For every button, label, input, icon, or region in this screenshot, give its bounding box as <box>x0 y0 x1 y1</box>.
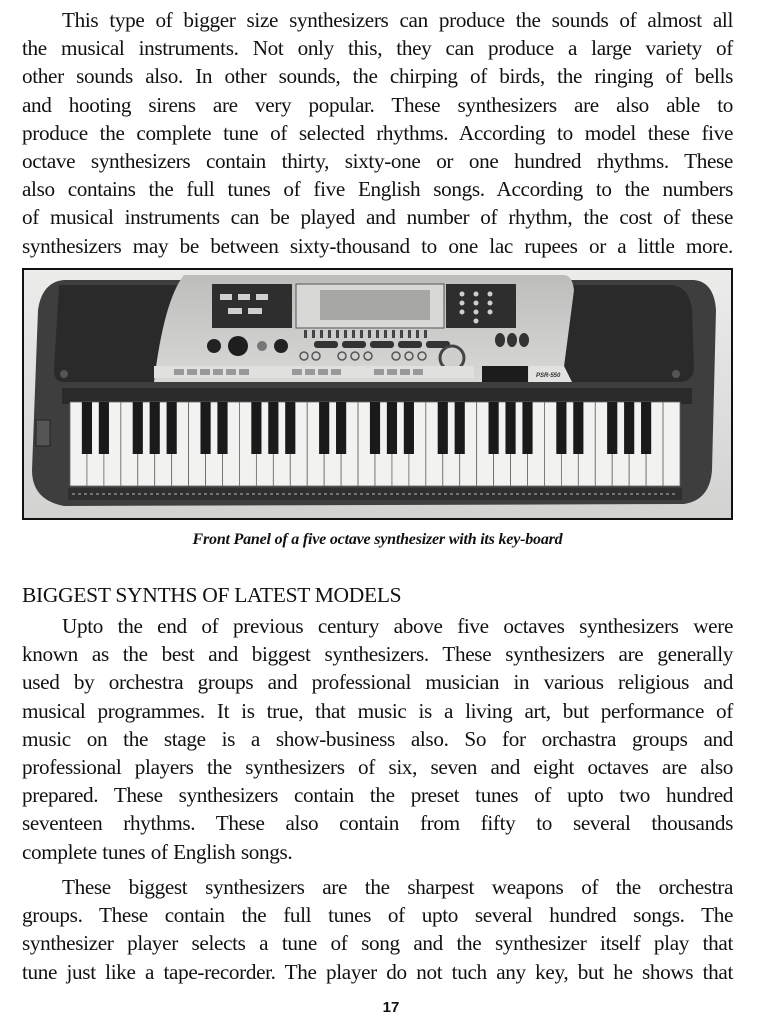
black-key <box>285 402 295 454</box>
paragraph-biggest-synths <box>22 612 733 866</box>
section-heading: BIGGEST SYNTHS OF LATEST MODELS <box>22 583 402 607</box>
knob <box>207 339 221 353</box>
black-key <box>641 402 651 454</box>
panel-button <box>256 294 268 300</box>
black-key <box>607 402 617 454</box>
text-line: This type of bigger size synthesizers can produce the sounds of almost all <box>62 8 733 32</box>
panel-button <box>228 308 242 314</box>
floppy-drive <box>482 366 528 382</box>
lcd-screen <box>320 290 430 320</box>
black-key <box>150 402 160 454</box>
text-line: used by orchestra groups and professional musician in various religious and <box>22 670 733 695</box>
text-line: synthesizer player selects a tune of song and the synthesizer itself play that <box>22 931 733 956</box>
black-key <box>99 402 109 454</box>
text-line: the musical instruments. Not only this, they can produce a large variety of <box>22 36 733 61</box>
black-key <box>133 402 143 454</box>
knob <box>274 339 288 353</box>
text-line: music on the stage is a show-business also. So for orchastra groups and <box>22 726 733 751</box>
volume-dial <box>228 336 248 356</box>
text-line: complete tunes of English songs. <box>22 839 293 864</box>
text-line: other sounds also. In other sounds, the chirping of birds, the ringing of bells <box>22 64 733 89</box>
text-line: of musical instruments can be played and number of rhythm, the cost of these <box>22 205 733 230</box>
black-key <box>217 402 227 454</box>
synthesizer-illustration <box>24 270 731 518</box>
black-key <box>200 402 210 454</box>
text-line: These biggest synthesizers are the sharpest weapons of the orchestra <box>62 875 733 899</box>
function-buttons <box>314 341 450 348</box>
text-line: also contains the full tunes of five English songs. According to the numbers <box>22 177 733 202</box>
page-number: 17 <box>382 999 400 1016</box>
black-key <box>336 402 346 454</box>
black-key <box>573 402 583 454</box>
figure-caption: Front Panel of a five octave synthesizer with its key-board <box>192 531 563 548</box>
text-line: Upto the end of previous century above five octaves synthesizers were <box>62 614 733 638</box>
black-key <box>522 402 532 454</box>
model-label: PSR-550 <box>536 373 561 379</box>
text-line: octave synthesizers contain thirty, sixty-one or one hundred rhythms. These <box>22 149 733 174</box>
black-key <box>505 402 515 454</box>
black-key <box>455 402 465 454</box>
panel-button <box>238 294 250 300</box>
black-key <box>82 402 92 454</box>
pitch-bend-wheel <box>36 420 50 446</box>
text-line: groups. These contain the full tunes of upto several hundred songs. The <box>22 903 733 928</box>
speaker-screw <box>60 370 68 378</box>
text-line: synthesizers may be between sixty-thousand to one lac rupees or a little more. <box>22 233 733 258</box>
knob <box>257 341 267 351</box>
black-key <box>556 402 566 454</box>
black-key <box>489 402 499 454</box>
text-line: tune just like a tape-recorder. The player do not tuch any key, but he shows that <box>22 959 733 984</box>
text-line: prepared. These synthesizers contain the preset tunes of upto two hundred <box>22 783 733 808</box>
black-key <box>624 402 634 454</box>
text-line: produce the complete tune of selected rhythms. According to model these five <box>22 120 733 145</box>
left-button-block <box>212 284 292 328</box>
black-key <box>438 402 448 454</box>
paragraph-intro <box>22 6 733 260</box>
text-line: professional players the synthesizers of six, seven and eight octaves are also <box>22 755 733 780</box>
text-line: seventeen rhythms. These also contain from fifty to several thousands <box>22 811 733 836</box>
white-key <box>663 402 680 486</box>
black-key <box>404 402 414 454</box>
numeric-keypad <box>446 284 516 328</box>
speaker-screw <box>672 370 680 378</box>
dark-buttons <box>495 333 529 347</box>
paragraph-orchestra-weapons <box>22 873 733 986</box>
panel-button <box>248 308 262 314</box>
black-key <box>167 402 177 454</box>
synthesizer-photo <box>22 268 733 520</box>
text-line: musical programmes. It is true, that music is a living art, but performance of <box>22 698 733 723</box>
black-key <box>251 402 261 454</box>
text-line: and hooting sirens are very popular. These synthesizers are also able to <box>22 92 733 117</box>
black-key <box>268 402 278 454</box>
black-key <box>370 402 380 454</box>
black-key <box>319 402 329 454</box>
text-line: known as the best and biggest synthesizers. These synthesizers are generally <box>22 642 733 667</box>
panel-button <box>220 294 232 300</box>
black-key <box>387 402 397 454</box>
